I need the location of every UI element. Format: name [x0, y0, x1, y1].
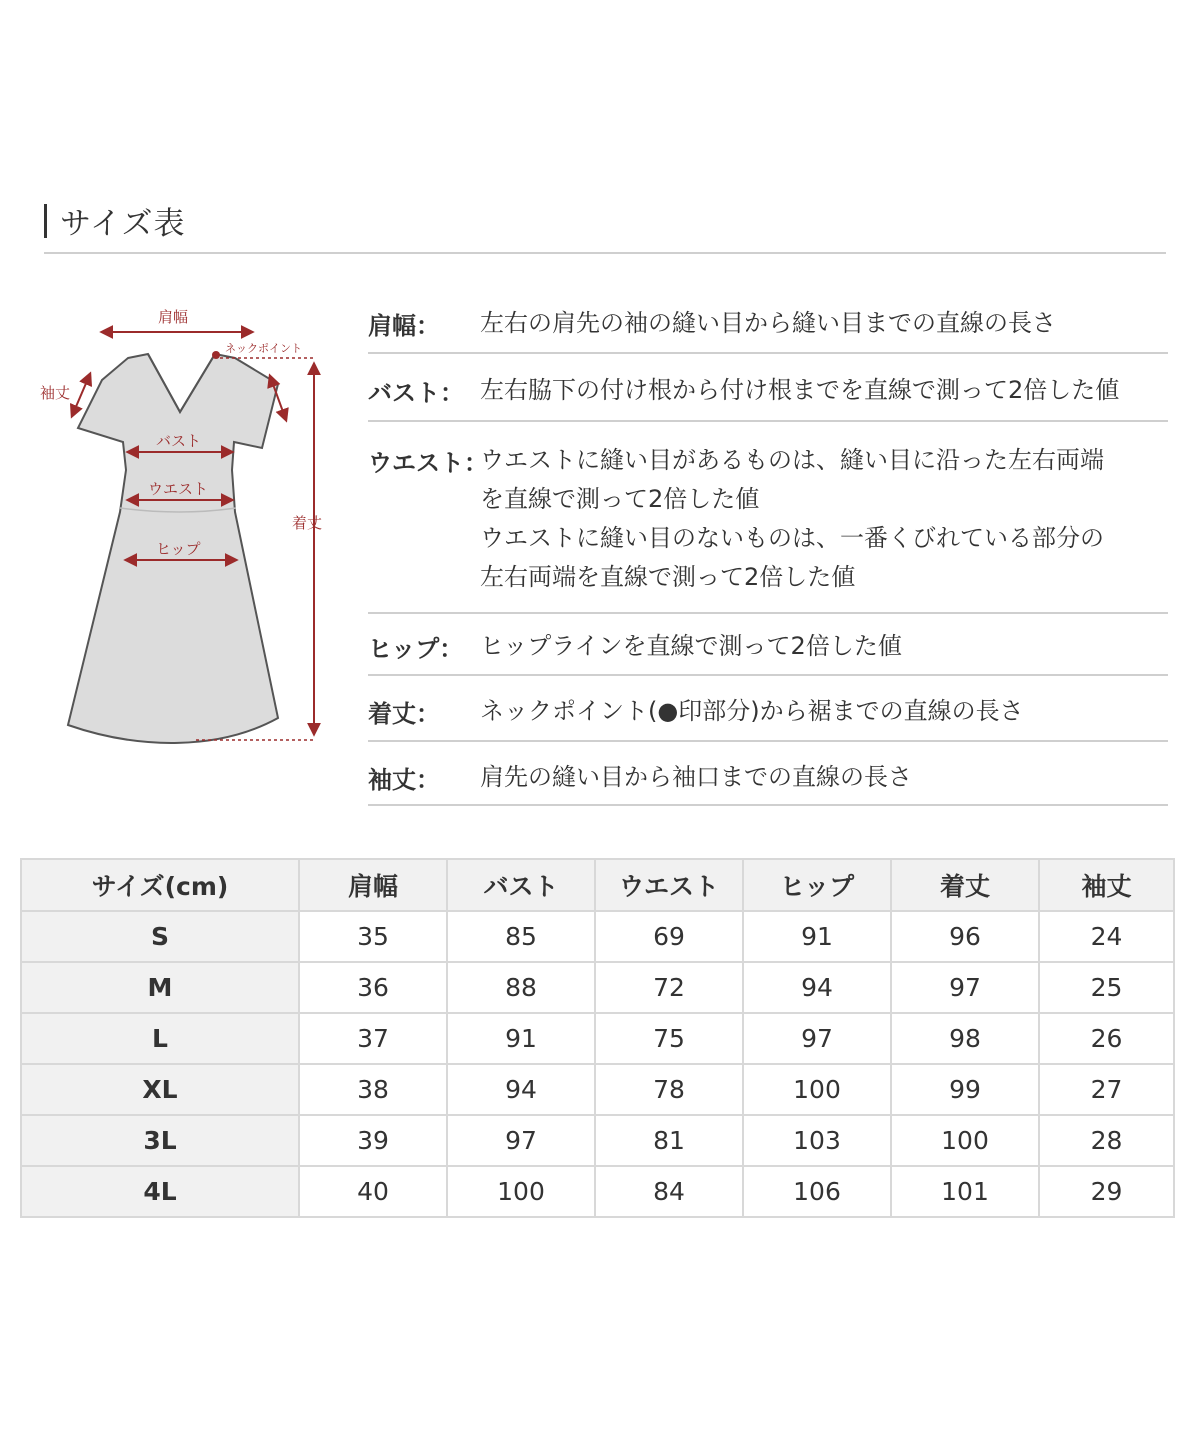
table-cell: 85 — [447, 911, 595, 962]
table-cell: 100 — [447, 1166, 595, 1217]
page-title: サイズ表 — [60, 206, 186, 242]
table-cell: 37 — [299, 1013, 447, 1064]
table-cell: 35 — [299, 911, 447, 962]
size-cell: M — [21, 962, 299, 1013]
column-header-hip: ヒップ — [743, 859, 891, 911]
hip-label: ヒップ — [156, 540, 201, 558]
measurement-definitions — [368, 296, 1168, 806]
table-cell: 103 — [743, 1115, 891, 1166]
table-header-row — [21, 859, 1174, 911]
table-cell: 25 — [1039, 962, 1174, 1013]
table-cell: 101 — [891, 1166, 1039, 1217]
bust-label: バスト — [156, 432, 202, 450]
definition-term: 肩幅： — [368, 312, 440, 340]
definition-text: ネックポイント(●印部分)から裾までの直線の長さ — [480, 697, 1024, 725]
size-cell: 4L — [21, 1166, 299, 1217]
table-cell: 38 — [299, 1064, 447, 1115]
table-cell: 27 — [1039, 1064, 1174, 1115]
definition-row — [368, 422, 1168, 614]
definition-term: ヒップ： — [368, 635, 464, 663]
title-accent-bar — [44, 204, 47, 238]
table-cell: 78 — [595, 1064, 743, 1115]
table-cell: 97 — [891, 962, 1039, 1013]
definition-text: 肩先の縫い目から袖口までの直線の長さ — [480, 763, 912, 791]
table-cell: 28 — [1039, 1115, 1174, 1166]
size-cell: L — [21, 1013, 299, 1064]
table-cell: 98 — [891, 1013, 1039, 1064]
table-cell: 97 — [447, 1115, 595, 1166]
shoulder-label: 肩幅 — [158, 308, 189, 326]
section-header — [44, 196, 1166, 254]
size-chart-table — [20, 858, 1175, 1218]
table-cell: 26 — [1039, 1013, 1174, 1064]
table-cell: 91 — [743, 911, 891, 962]
size-cell: XL — [21, 1064, 299, 1115]
table-cell: 94 — [743, 962, 891, 1013]
table-cell: 97 — [743, 1013, 891, 1064]
definition-row — [368, 296, 1168, 354]
table-cell: 99 — [891, 1064, 1039, 1115]
table-cell: 100 — [743, 1064, 891, 1115]
table-cell: 24 — [1039, 911, 1174, 962]
table-cell: 39 — [299, 1115, 447, 1166]
table-cell: 84 — [595, 1166, 743, 1217]
table-row — [21, 911, 1174, 962]
table-cell: 72 — [595, 962, 743, 1013]
length-label: 着丈 — [292, 514, 323, 532]
table-cell: 100 — [891, 1115, 1039, 1166]
table-cell: 40 — [299, 1166, 447, 1217]
table-row — [21, 962, 1174, 1013]
table-cell: 94 — [447, 1064, 595, 1115]
table-row — [21, 1013, 1174, 1064]
column-header-sleeve: 袖丈 — [1039, 859, 1174, 911]
definition-term: バスト： — [368, 379, 464, 407]
definition-text: ヒップラインを直線で測って2倍した値 — [480, 632, 902, 660]
definition-row — [368, 676, 1168, 742]
table-cell: 69 — [595, 911, 743, 962]
definition-term: 着丈： — [368, 700, 440, 728]
size-cell: 3L — [21, 1115, 299, 1166]
table-cell: 81 — [595, 1115, 743, 1166]
definition-text: ウエストに縫い目があるものは、縫い目に沿った左右両端 を直線で測って2倍した値 ウエストに縫い目のないものは、一番くびれている部分の 左右両端を直線で測って2倍した値 — [480, 446, 1104, 591]
table-cell: 75 — [595, 1013, 743, 1064]
definition-text: 左右の肩先の袖の縫い目から縫い目までの直線の長さ — [480, 309, 1056, 337]
definition-row — [368, 614, 1168, 676]
waist-label: ウエスト — [148, 480, 209, 498]
neck-point-label: ネックポイント — [225, 342, 302, 355]
column-header-bust: バスト — [447, 859, 595, 911]
size-cell: S — [21, 911, 299, 962]
table-row — [21, 1115, 1174, 1166]
neck-point-dot — [212, 351, 220, 359]
sleeve-label: 袖丈 — [40, 384, 71, 402]
column-header-waist: ウエスト — [595, 859, 743, 911]
table-row — [21, 1166, 1174, 1217]
dress-measurement-diagram — [30, 300, 350, 760]
table-cell: 88 — [447, 962, 595, 1013]
table-cell: 106 — [743, 1166, 891, 1217]
table-cell: 36 — [299, 962, 447, 1013]
table-cell: 29 — [1039, 1166, 1174, 1217]
table-cell: 91 — [447, 1013, 595, 1064]
definition-term: ウエスト： — [368, 449, 488, 477]
column-header-size: サイズ(cm) — [21, 859, 299, 911]
definition-term: 袖丈： — [368, 766, 440, 794]
column-header-length: 着丈 — [891, 859, 1039, 911]
definition-row — [368, 742, 1168, 806]
table-row — [21, 1064, 1174, 1115]
column-header-shoulder: 肩幅 — [299, 859, 447, 911]
definition-row — [368, 354, 1168, 422]
table-cell: 96 — [891, 911, 1039, 962]
definition-text: 左右脇下の付け根から付け根までを直線で測って2倍した値 — [480, 376, 1120, 404]
